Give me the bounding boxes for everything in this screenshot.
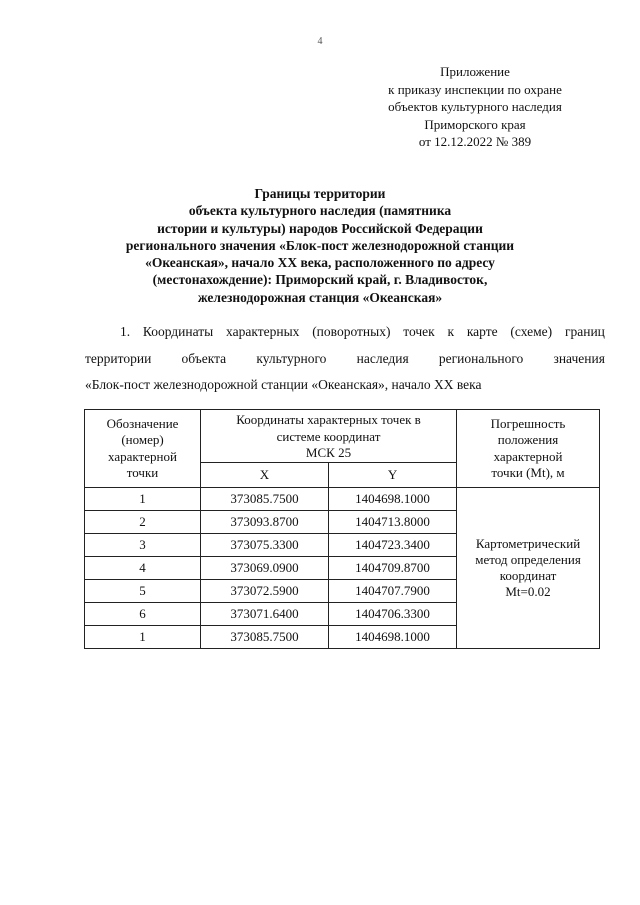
paragraph-word: к [447, 324, 455, 339]
coord-x: 373093.8700 [201, 511, 329, 534]
paragraph-word: (поворотных) [312, 324, 391, 339]
paragraph-word: (схеме) [510, 324, 553, 339]
paragraph-line-2 [85, 350, 605, 367]
coord-x: 373085.7500 [201, 626, 329, 649]
coordinates-table [84, 409, 600, 649]
appendix-line: Приложение [440, 64, 510, 79]
header-coords-line: МСК 25 [305, 445, 352, 460]
paragraph-word: характерных [226, 324, 300, 339]
paragraph-word: территории [85, 351, 152, 366]
appendix-line: объектов культурного наследия [388, 99, 562, 114]
paragraph-line-1 [120, 323, 605, 340]
title-line: Границы территории [254, 186, 386, 201]
header-point-line: (номер) [121, 432, 164, 447]
coord-y: 1404707.7900 [329, 580, 457, 603]
header-error-line: точки (Mt), м [491, 465, 565, 480]
title-line: регионального значения «Блок-пост железнодорожной станции [125, 237, 515, 253]
table-row [85, 488, 600, 511]
paragraph-word: регионального [438, 351, 524, 366]
header-x: X [201, 463, 329, 488]
paragraph-word: культурного [256, 351, 327, 366]
point-number: 1 [85, 626, 201, 649]
paragraph-word: 1. [120, 324, 131, 339]
appendix-block [350, 63, 600, 151]
coord-y: 1404723.3400 [329, 534, 457, 557]
paragraph-word: карте [466, 324, 498, 339]
header-error-line: Погрешность [490, 415, 566, 431]
method-line: Картометрический [475, 536, 581, 551]
coord-x: 373072.5900 [201, 580, 329, 603]
appendix-line: к приказу инспекции по охране [388, 81, 562, 97]
header-point-line: точки [126, 465, 159, 480]
header-point-line: Обозначение [106, 415, 179, 431]
appendix-line: от 12.12.2022 № 389 [418, 134, 532, 149]
point-number: 3 [85, 534, 201, 557]
header-point-line: характерной [108, 448, 177, 464]
paragraph-word: точек [403, 324, 435, 339]
coord-y: 1404698.1000 [329, 488, 457, 511]
method-line: метод определения [475, 552, 581, 567]
paragraph-line-3: «Блок-пост железнодорожной станции «Океанская», начало XX века [85, 377, 482, 392]
page-number: 4 [317, 36, 323, 47]
document-title [100, 185, 540, 306]
point-number: 2 [85, 511, 201, 534]
title-line: истории и культуры) народов Российской Федерации [157, 220, 483, 236]
header-error-cell [457, 410, 600, 488]
paragraph-word: Координаты [142, 324, 214, 339]
coord-y: 1404709.8700 [329, 557, 457, 580]
coord-x: 373085.7500 [201, 488, 329, 511]
method-cell [457, 488, 600, 649]
paragraph-word: объекта [181, 351, 227, 366]
header-coords-line: Координаты характерных точек в [236, 412, 421, 427]
method-line: координат [499, 568, 557, 583]
header-error-line: характерной [493, 448, 563, 464]
header-coords-line: системе координат [276, 428, 381, 444]
title-line: «Океанская», начало XX века, расположенного по адресу [145, 255, 495, 271]
method-line: Mt=0.02 [505, 584, 551, 599]
coord-x: 373069.0900 [201, 557, 329, 580]
title-line: железнодорожная станция «Океанская» [197, 289, 443, 305]
appendix-line: Приморского края [424, 116, 526, 132]
title-line: объекта культурного наследия (памятника [188, 203, 452, 219]
paragraph-word: наследия [356, 351, 409, 366]
paragraph-word: границ [564, 324, 605, 339]
header-error-line: положения [497, 432, 559, 447]
point-number: 1 [85, 488, 201, 511]
coord-y: 1404713.8000 [329, 511, 457, 534]
point-number: 6 [85, 603, 201, 626]
coord-y: 1404706.3300 [329, 603, 457, 626]
point-number: 4 [85, 557, 201, 580]
coord-y: 1404698.1000 [329, 626, 457, 649]
coord-x: 373075.3300 [201, 534, 329, 557]
paragraph-word: значения [553, 351, 605, 366]
coord-x: 373071.6400 [201, 603, 329, 626]
header-y: Y [329, 463, 457, 488]
header-point-cell [85, 410, 201, 488]
point-number: 5 [85, 580, 201, 603]
title-line: (местонахождение): Приморский край, г. Владивосток, [152, 272, 488, 288]
header-coords-cell [201, 410, 457, 463]
